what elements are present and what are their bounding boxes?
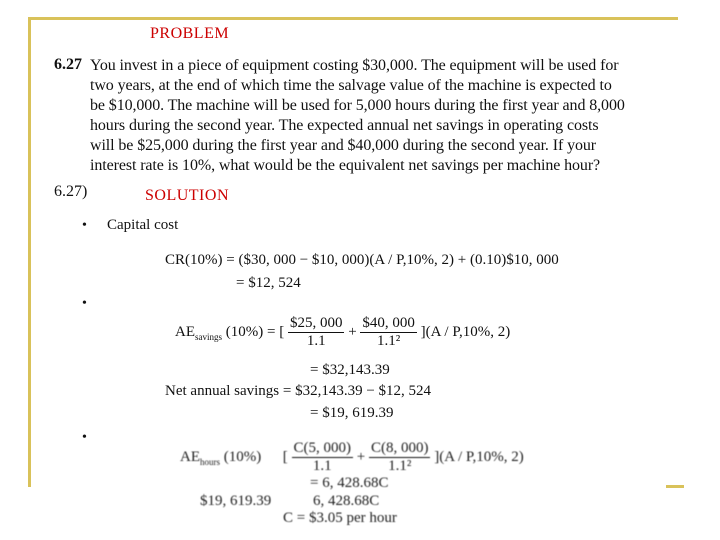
capital-cost-label: Capital cost [107,217,179,233]
ae-hours-equation: $AE_{hours}$ (10%) [ $\frac{C(5, 000)}{1.1}$ + $\frac{C(8, 000)}{\text{1.1²}}$ ](A / P,10%, 2) [180,440,524,474]
ae-savings-equation: $AE_{savings}$ (10%) = [ $\frac{\$25, 000}{1.1}$ + $\frac{\$40, 000}{\text{1.1²}}$ ](A / P,10%, 2) [175,315,511,349]
net-annual-savings: Net annual savings = $32,143.39 − $12, 524 [165,383,432,399]
problem-line: hours during the second year. The expected annual net savings in operating costs [90,117,599,134]
ah-fraction-year2: $\frac{C(8, 000)}{\text{1.1²}}$ [370,440,429,474]
equate-left: $19, 619.39 [200,493,272,509]
solution-number: 6.27) [54,183,88,200]
problem-line: two years, at the end of which time the salvage value of the machine is expected to [90,77,612,94]
ah-fraction-year1: $\frac{C(5, 000)}{1.1}$ [293,440,351,474]
frame-corner-mark [666,485,684,488]
cr-result: = $12, 524 [236,275,301,291]
equate-right: 6, 428.68C [313,493,380,509]
problem-line: will be $25,000 during the first year and $40,000 during the second year. If your [90,137,597,154]
problem-heading: PROBLEM [150,25,230,42]
frame-left-border [28,17,31,487]
bullet: • [82,218,87,233]
ae-fraction-year2: $\frac{\$40, 000}{\text{1.1²}}$ [362,315,415,349]
ae-savings-result: = $32,143.39 [310,362,390,378]
frame-top-border [28,17,678,20]
cr-equation: CR(10%) = ($30, 000 − $10, 000)(A / P,10%, 2) + (0.10)$10, 000 [165,252,559,268]
ae-fraction-year1: $\frac{\$25, 000}{1.1}$ [289,315,343,349]
final-answer: C = $3.05 per hour [283,510,397,526]
solution-heading: SOLUTION [145,187,229,204]
problem-line: interest rate is 10%, what would be the equivalent net savings per machine hour? [90,157,601,174]
problem-line: be $10,000. The machine will be used for 5,000 hours during the first year and 8,000 [90,97,625,114]
bullet: • [82,296,87,311]
net-annual-result: = $19, 619.39 [310,405,394,421]
ae-hours-result: = 6, 428.68C [310,475,389,491]
problem-number: 6.27 [54,56,82,73]
bullet: • [82,430,87,445]
problem-line: You invest in a piece of equipment costing $30,000. The equipment will be used for [90,57,619,74]
